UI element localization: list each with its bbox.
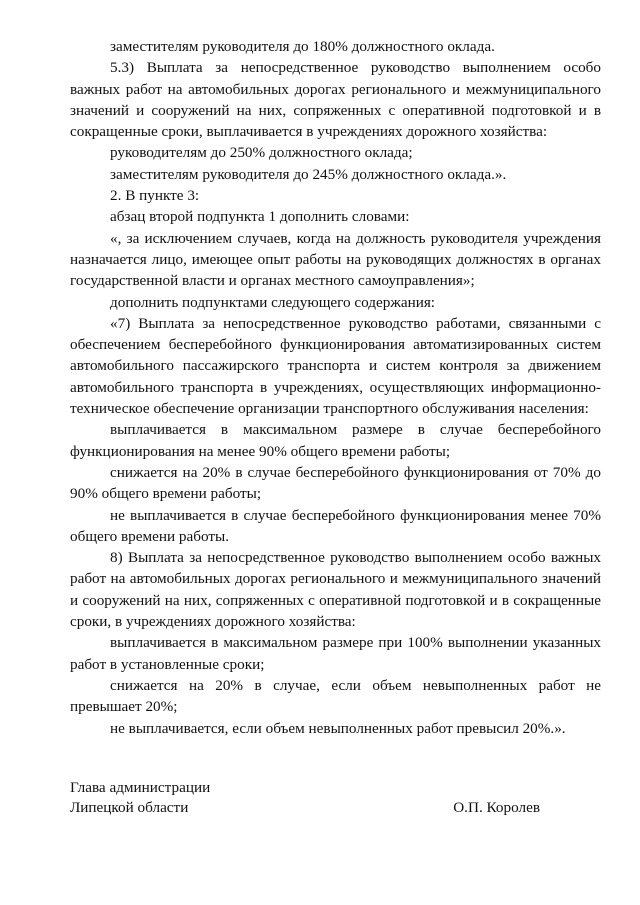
paragraph: выплачивается в максимальном размере при 100% выполнении указанных работ в установленные сроки; <box>70 634 601 673</box>
signature-title-line2: Липецкой области <box>70 799 189 816</box>
paragraph: заместителям руководителя до 245% должностного оклада.». <box>110 165 507 183</box>
paragraph: заместителям руководителя до 180% должностного оклада. <box>110 38 495 55</box>
signature-title-line1: Глава администрации <box>70 779 211 796</box>
paragraph: абзац второй подпункта 1 дополнить словами: <box>110 208 410 226</box>
signature-block <box>70 778 540 818</box>
paragraph: «, за исключением случаев, когда на должность руководителя учреждения назначается лицо, имеющее опыт работы на руководящих должностях в органах государственной власти и органах местного самоуправления»; <box>70 229 601 290</box>
signatory-name: О.П. Королев <box>453 799 540 816</box>
paragraph: снижается на 20% в случае, если объем невыполненных работ не превышает 20%; <box>70 676 601 716</box>
paragraph: выплачивается в максимальном размере в случае бесперебойного функционирования на менее 90% общего времени работы; <box>70 421 601 460</box>
paragraph: 2. В пункте 3: <box>110 187 200 205</box>
paragraph: «7) Выплата за непосредственное руководство работами, связанными с обеспечением бесперебойного функционирования автоматизированных систем автомобильного пассажирского транспорта и систем контроля за движением автомобильного транспорта в учреждениях, осуществляющих информационно-техническое обеспечение организации транспортного обслуживания населения: <box>70 314 601 418</box>
paragraph: не выплачивается, если объем невыполненных работ превысил 20%.». <box>110 719 566 737</box>
paragraph: снижается на 20% в случае бесперебойного функционирования от 70% до 90% общего времени работы; <box>70 463 601 503</box>
paragraph: дополнить подпунктами следующего содержания: <box>110 293 436 311</box>
paragraph: 5.3) Выплата за непосредственное руководство выполнением особо важных работ на автомобильных дорогах регионального и межмуниципального значений и сооружений на них, сопряженных с оперативной подготовкой и в сокращенные сроки, выплачивается в учреждениях дорожного хозяйства: <box>70 59 601 141</box>
paragraph: 8) Выплата за непосредственное руководство выполнением особо важных работ на автомобильных дорогах регионального и межмуниципального значений и сооружений на них, сопряженных с оперативной подготовкой и в сокращенные сроки, в учреждениях дорожного хозяйства: <box>70 549 601 631</box>
paragraph: не выплачивается в случае бесперебойного функционирования менее 70% общего времени работы. <box>70 506 601 545</box>
document-body <box>70 36 601 739</box>
paragraph: руководителям до 250% должностного оклада; <box>110 144 413 162</box>
signature-row <box>70 798 540 818</box>
